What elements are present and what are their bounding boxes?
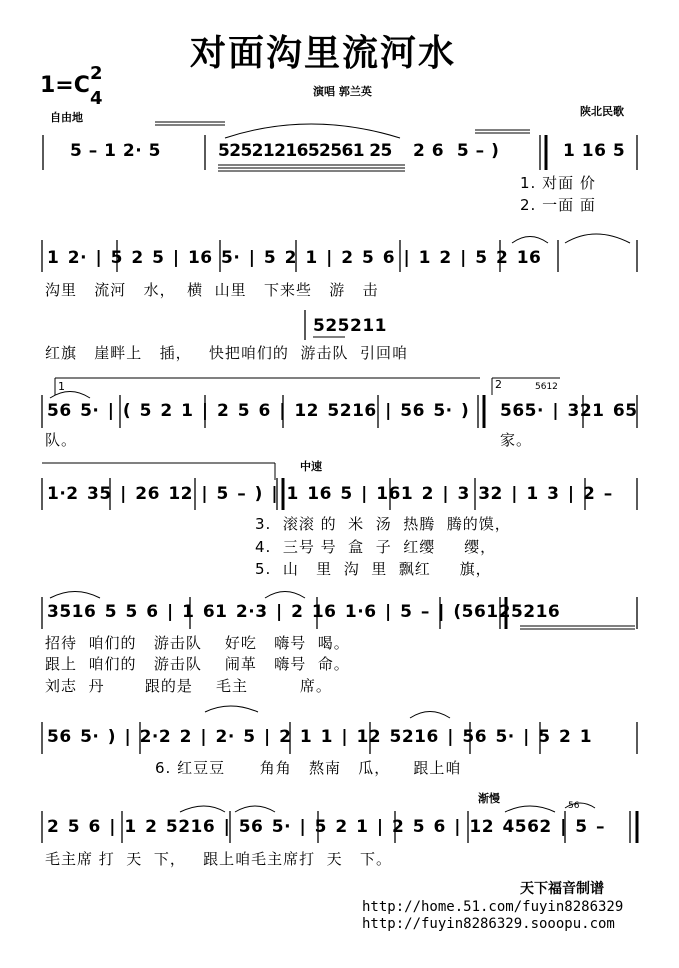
notes-line-1a: 5 – 1 2· 5: [70, 141, 161, 161]
notes-line-8: 2 5 6 | 1 2 5216 | 56 5· | 5 2 1 | 2 5 6 | 12 4562 | 5 –: [47, 817, 606, 837]
lyric-verse-2-intro: 2. 一面 面: [520, 196, 596, 214]
slur: [265, 592, 305, 599]
lyric-verse-1-intro: 1. 对面 价: [520, 174, 596, 192]
key-signature: 1=C: [40, 73, 90, 98]
publisher-url-2[interactable]: http://fuyin8286329.sooopu.com: [362, 916, 615, 932]
slur: [205, 706, 258, 712]
ending-1-label: 1: [58, 380, 65, 393]
lyric-line-3: 红旗 崖畔上 插， 快把咱们的 游击队 引回咱: [45, 344, 408, 362]
slur: [410, 712, 450, 719]
notes-line-6: 3516 5 5 6 | 1 61 2·3 | 2 16 1·6 | 5 – | (56125216: [47, 602, 561, 622]
notes-line-5: 1·2 35 | 26 12 | 5 – ) | 1 16 5 | 161 2 | 3 32 | 1 3 | 2 –: [47, 484, 613, 504]
notes-line-7: 56 5· ) | 2·2 2 | 2· 5 | 2 1 1 | 12 5216 | 56 5· | 5 2 1: [47, 727, 593, 747]
lyric-line-2: 沟里 流河 水， 横 山里 下来些 游 击: [45, 281, 379, 299]
lyric-verse-3: 3. 滚滚 的 米 汤 热腾 腾的馍，: [255, 515, 511, 533]
publisher-url-1[interactable]: http://home.51.com/fuyin8286329: [362, 899, 624, 915]
song-title: 对面沟里流河水: [190, 33, 457, 74]
slur: [565, 803, 595, 808]
publisher-brand: 天下福音制谱: [520, 881, 604, 897]
lyric-verse-4: 4. 三号 号 盒 子 红缨 缨，: [255, 538, 497, 556]
slur: [512, 237, 548, 244]
notes-line-1-tail: 2 6 5 – ): [413, 141, 500, 161]
ending-2-label: 2: [495, 378, 502, 391]
lyric-line-6-1: 招待 咱们的 游击队 好吃 嗨号 喝。: [45, 634, 350, 652]
tempo-moderate: 中速: [300, 460, 322, 473]
slur: [505, 806, 555, 812]
lyric-line-8: 毛主席 打 天 下， 跟上咱毛主席打 天 下。: [45, 850, 392, 868]
notes-line-3: 525211: [313, 316, 387, 336]
lyric-verse-5: 5. 山 里 沟 里 飘红 旗，: [255, 560, 492, 578]
notes-line-4-ending-2: 565· | 321 65: [500, 401, 638, 421]
notes-line-4: 56 5· | ( 5 2 1 | 2 5 6 | 12 5216 | 56 5· ): [47, 401, 470, 421]
tempo-marking: 自由地: [50, 111, 83, 124]
time-signature-bottom: 4: [90, 88, 103, 109]
singer-credit: 演唱 郭兰英: [313, 85, 372, 98]
grace-notes-line-4: 5612: [535, 382, 558, 392]
notes-line-1-fast: 5252121652561 25: [218, 141, 392, 161]
lyric-line-6-3: 刘志 丹 跟的是 毛主 席。: [45, 677, 332, 695]
slur: [565, 234, 630, 243]
lyric-line-6-2: 跟上 咱们的 游击队 闹革 嗨号 命。: [45, 655, 350, 673]
grace-notes-line-8: 56: [568, 801, 580, 811]
time-signature-top: 2: [90, 63, 103, 84]
notes-line-1-start: 1 16 5: [563, 141, 626, 161]
lyric-line-4-a: 队。: [45, 431, 78, 449]
lyric-line-7: 6. 红豆豆 角角 熬南 瓜， 跟上咱: [155, 759, 462, 777]
slur: [50, 592, 100, 599]
slur: [50, 392, 90, 399]
slur: [180, 806, 225, 812]
notes-line-2: 1 2· | 5 2 5 | 16 5· | 5 2 1 | 2 5 6 | 1 2 | 5 2 16: [47, 248, 542, 268]
slur: [225, 124, 400, 138]
song-origin: 陕北民歌: [580, 105, 624, 118]
slur: [235, 806, 275, 812]
lyric-line-4-b: 家。: [500, 431, 533, 449]
tempo-ritardando: 渐慢: [478, 792, 500, 805]
